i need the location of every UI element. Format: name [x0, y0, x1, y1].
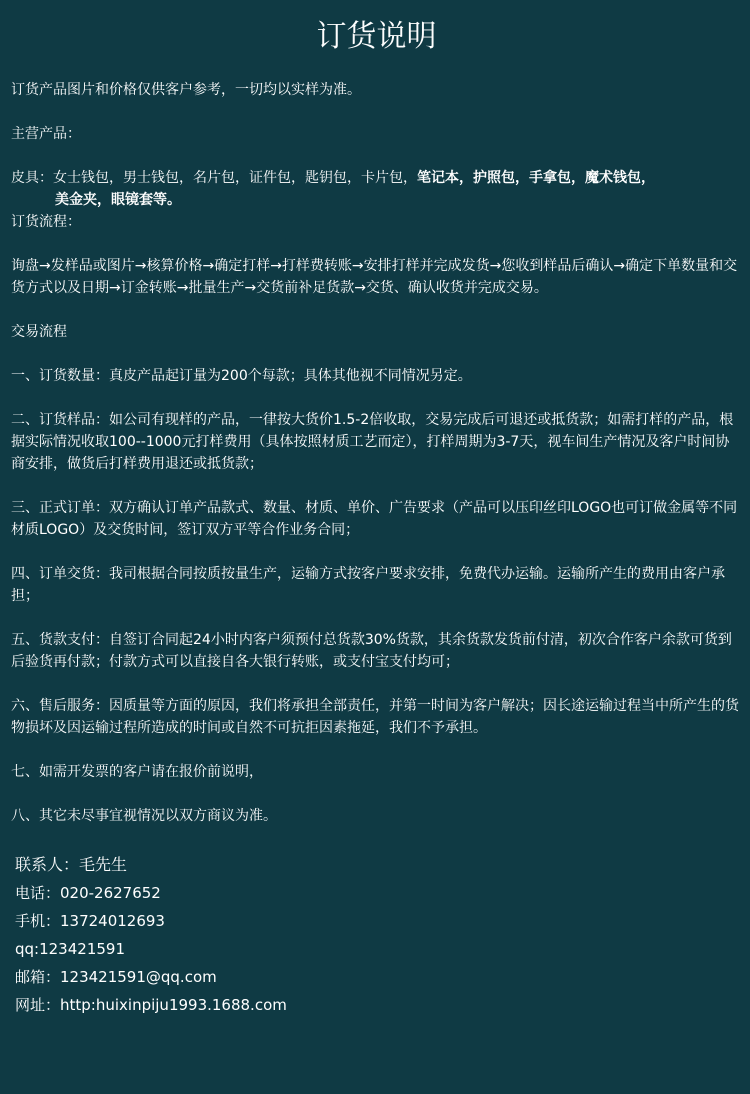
contact-info — [11, 851, 742, 1019]
page-title: 订货说明 — [316, 19, 437, 54]
trade-item-2: 二、订货样品：如公司有现样的产品，一律按大货价1.5-2倍收取，交易完成后可退还或抵货款；如需打样的产品，根据实际情况收取100--1000元打样费用（具体按照材质工艺而定），打样周期为3-7天，视车间生产情况及客户时间协商安排，做货后打样费用退还或抵货款； — [11, 412, 734, 472]
trade-item-7: 七、如需开发票的客户请在报价前说明， — [11, 764, 263, 780]
leather-products-bold-1: 笔记本，护照包，手拿包，魔术钱包， — [417, 170, 655, 186]
trade-item-5: 五、货款支付：自签订合同起24小时内客户须预付总货款30%货款，其余货款发货前付清，初次合作客户余款可货到后验货再付款；付款方式可以直接自各大银行转账，或支付宝支付均可； — [11, 632, 732, 670]
leather-products-lead: 皮具：女士钱包，男士钱包，名片包，证件包，匙钥包，卡片包， — [11, 170, 417, 186]
trade-item-3: 三、正式订单：双方确认订单产品款式、数量、材质、单价、广告要求（产品可以压印丝印LOGO也可订做金属等不同材质LOGO）及交货时间，签订双方平等合作业务合同； — [11, 500, 738, 538]
leather-products-bold-2: 美金夹，眼镜套等。 — [55, 192, 181, 208]
order-flow-heading: 订货流程： — [11, 214, 81, 230]
trade-item-4: 四、订单交货：我司根据合同按质按量生产，运输方式按客户要求安排，免费代办运输。运输所产生的费用由客户承担； — [11, 566, 725, 604]
trade-flow-heading: 交易流程 — [11, 324, 67, 340]
instructions-body — [11, 79, 742, 827]
contact-phone: 电话：020-2627652 — [15, 884, 161, 902]
trade-item-6: 六、售后服务：因质量等方面的原因，我们将承担全部责任，并第一时间为客户解决；因长途运输过程当中所产生的货物损坏及因运输过程所造成的时间或自然不可抗拒因素拖延，我们不予承担。 — [11, 698, 739, 736]
trade-item-1: 一、订货数量：真皮产品起订量为200个每款；具体其他视不同情况另定。 — [11, 368, 472, 384]
main-products-heading: 主营产品： — [11, 126, 81, 142]
trade-item-8: 八、其它未尽事宜视情况以双方商议为准。 — [11, 808, 277, 824]
intro-text: 订货产品图片和价格仅供客户参考，一切均以实样为准。 — [11, 82, 361, 98]
contact-website: 网址：http:huixinpiju1993.1688.com — [15, 996, 287, 1014]
contact-mobile: 手机：13724012693 — [15, 912, 165, 930]
leather-products-line — [11, 167, 742, 189]
contact-person: 联系人：毛先生 — [15, 855, 128, 874]
contact-qq: qq:123421591 — [15, 940, 125, 958]
contact-email: 邮箱：123421591@qq.com — [15, 968, 217, 986]
order-flow-text: 询盘→发样品或图片→核算价格→确定打样→打样费转账→安排打样并完成发货→您收到样品后确认→确定下单数量和交货方式以及日期→订金转账→批量生产→交货前补足货款→交货、确认收货并完成交易。 — [11, 258, 738, 296]
